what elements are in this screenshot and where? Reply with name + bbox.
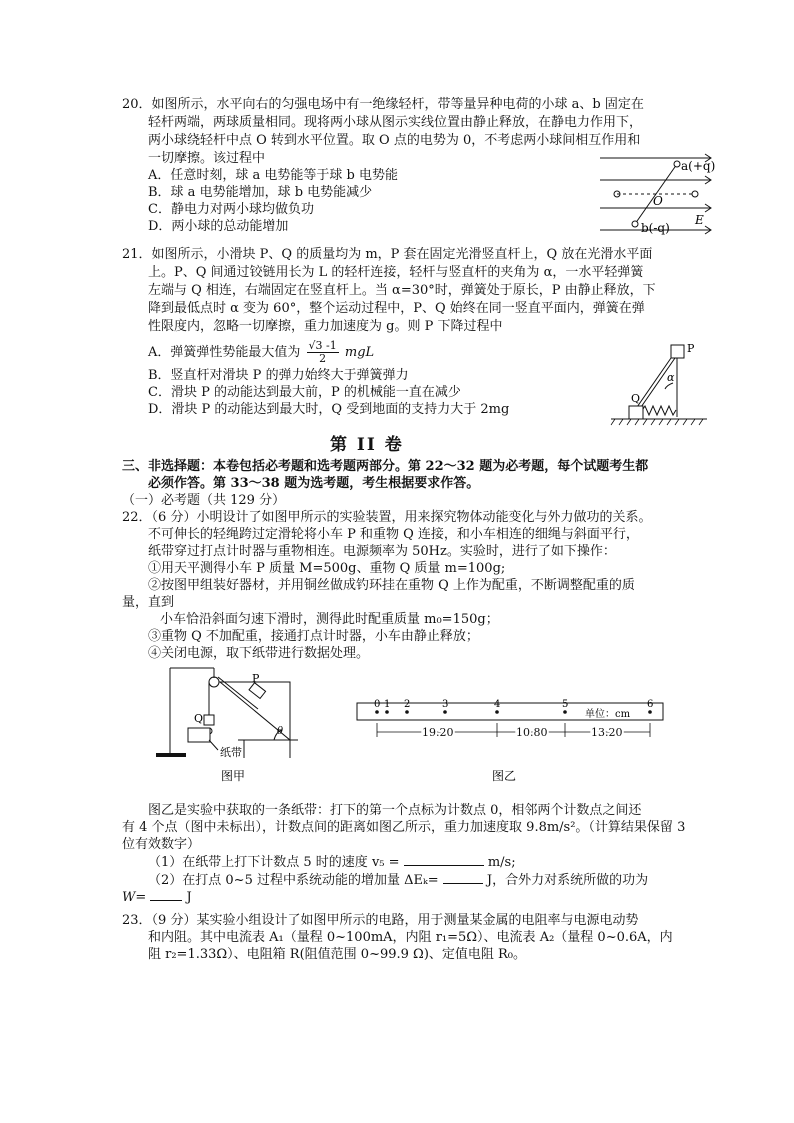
q21-line-4: 降到最低点时 α 变为 60°，整个运动过程中，P、Q 始终在同一竖直平面内，弹簧在弹 [148,301,645,316]
point-label-4: 4 [494,699,501,710]
answer-blank-w[interactable] [150,888,182,901]
q22-para-3: 位有效数字） [122,837,201,852]
q22-sub2 [148,871,648,889]
label-o: O [653,194,663,208]
q22-line-9: ④关闭电源，取下纸带进行数据处理。 [148,646,370,661]
q22-sub2-mid: J，合外力对系统所做的功为 [486,873,649,888]
q22-sub2-cont [122,888,192,906]
label-p: P [687,342,695,355]
q22-sub2-suffix: J [186,890,192,905]
q21-option-d: D．滑块 P 的动能达到最大时，Q 受到地面的支持力大于 2mg [148,402,510,417]
q22-line-1: 22．（6 分）小明设计了如图甲所示的实验装置，用来探究物体动能变化与外力做功的关系。 [122,510,652,525]
q22-sub2-w: W= [122,890,147,905]
q21-spring-diagram [605,337,710,433]
fraction [307,340,339,365]
unit-label: 单位：cm [585,709,631,720]
q22-line-3: 纸带穿过打点计时器与重物相连。电源频率为 50Hz。实验时，进行了如下操作： [148,544,616,559]
label-q: Q [194,712,204,725]
q20-line-3: 两小球绕轻杆中点 O 转到水平位置。取 O 点的电势为 0，不考虑两小球间相互作用和 [148,133,641,148]
q21-line-3: 左端与 Q 相连，右端固定在竖直杆上。当 α=30°时，弹簧处于原长，P 由静止释放，下 [148,283,656,298]
point-label-3: 3 [442,699,449,710]
q23-line-2: 和内阻。其中电流表 A₁（量程 0~100mA，内阻 r₁=5Ω）、电流表 A₂（量程 0~0.6A，内 [148,930,673,945]
section3-line-1: 三、非选择题：本卷包括必考题和选考题两部分。第 22～32 题为必考题，每个试题考生都 [122,459,649,474]
q20-option-c: C．静电力对两小球均做负功 [148,202,314,217]
fraction-denominator: 2 [319,352,327,365]
q23-line-1: 23．（9 分）某实验小组设计了如图甲所示的电路，用于测量某金属的电阻率与电源电动势 [122,913,639,928]
q22-line-6: 量，直到 [122,595,175,610]
point-label-0: 0 [374,699,381,710]
fig-yi-caption: 图乙 [492,769,517,783]
dist-label-1: 19.20 [422,726,454,739]
q22-apparatus-diagram [148,660,318,785]
q22-sub1-suffix: m/s; [487,855,516,870]
label-alpha: α [667,371,675,384]
q21-line-5: 性限度内，忽略一切摩擦，重力加速度为 g。则 P 下降过程中 [148,319,503,334]
q22-sub2-prefix: （2）在打点 0~5 过程中系统动能的增加量 ΔEₖ= [148,873,439,888]
q22-sub1-prefix: （1）在纸带上打下计数点 5 时的速度 v₅ = [148,855,400,870]
label-b: b(-q) [641,221,670,235]
label-tape: 纸带 [220,746,242,759]
q20-line-4: 一切摩擦。该过程中 [148,151,266,166]
q22-sub1 [148,853,516,871]
point-label-6: 6 [647,699,654,710]
point-label-5: 5 [562,699,569,710]
fraction-numerator: √3 -1 [308,339,337,352]
label-q: Q [631,392,641,405]
label-p: P [252,672,260,685]
q20-line-1: 20．如图所示，水平向右的匀强电场中有一绝缘轻杆，带等量异种电荷的小球 a、b 固定在 [122,97,644,112]
q20-option-a: A．任意时刻，球 a 电势能等于球 b 电势能 [148,168,398,183]
q22-line-2: 不可伸长的轻绳跨过定滑轮将小车 P 和重物 Q 连接，和小车相连的细绳与斜面平行， [148,527,639,542]
q20-option-b: B．球 a 电势能增加，球 b 电势能减少 [148,185,373,200]
answer-blank-v5[interactable] [404,853,484,866]
q22-line-4: ①用天平测得小车 P 质量 M=500g、重物 Q 质量 m=100g; [148,561,506,576]
answer-blank-ek[interactable] [443,871,483,884]
q21-option-a-suffix: mgL [344,345,375,360]
q22-line-8: ③重物 Q 不加配重，接通打点计时器，小车由静止释放； [148,629,479,644]
q21-option-a-prefix: A．弹簧弹性势能最大值为 [148,345,301,360]
fig-jia-caption: 图甲 [221,769,246,783]
section-title: 第 II 卷 [330,435,404,455]
q22-para-1: 图乙是实验中获取的一条纸带：打下的第一个点标为计数点 0，相邻两个计数点之间还 [148,803,642,818]
point-label-1: 1 [384,699,391,710]
q22-tape-diagram [355,695,670,785]
label-e: E [695,213,704,227]
q20-option-d: D．两小球的总动能增加 [148,219,289,234]
label-theta: θ [277,726,284,737]
q20-field-diagram [595,150,720,240]
q20-line-2: 轻杆两端，两球质量相同。现将两小球从图示实线位置由静止释放，在静电力作用下， [148,115,643,130]
point-label-2: 2 [404,699,411,710]
q21-option-b: B．竖直杆对滑块 P 的弹力始终大于弹簧弹力 [148,368,409,383]
q22-line-5: ②按图甲组装好器材，并用铜丝做成钓环挂在重物 Q 上作为配重，不断调整配重的质 [148,578,635,593]
dist-label-3: 13.20 [591,726,623,739]
q21-option-c: C．滑块 P 的动能达到最大前，P 的机械能一直在减少 [148,385,461,400]
dist-label-2: 10.80 [516,726,548,739]
label-a: a(+q) [681,159,716,173]
section3-line-2: 必须作答。第 33～38 题为选考题，考生根据要求作答。 [148,476,480,491]
q23-line-3: 阻 r₂=1.33Ω）、电阻箱 R(阻值范围 0~99.9 Ω)、定值电阻 R₀。 [148,947,527,962]
q22-para-2: 有 4 个点（图中未标出），计数点间的距离如图乙所示，重力加速度取 9.8m/s²。（计算结果保留 3 [122,820,686,835]
section3-sub: （一）必考题（共 129 分） [122,493,286,508]
q21-option-a [148,340,374,365]
q22-line-7: 小车恰沿斜面匀速下滑时，测得此时配重质量 m₀=150g； [160,612,499,627]
q21-line-1: 21．如图所示，小滑块 P、Q 的质量均为 m，P 套在固定光滑竖直杆上，Q 放在光滑水平面 [122,247,653,262]
q21-line-2: 上。P、Q 间通过铰链用长为 L 的轻杆连接，轻杆与竖直杆的夹角为 α，一水平轻弹簧 [148,265,644,280]
